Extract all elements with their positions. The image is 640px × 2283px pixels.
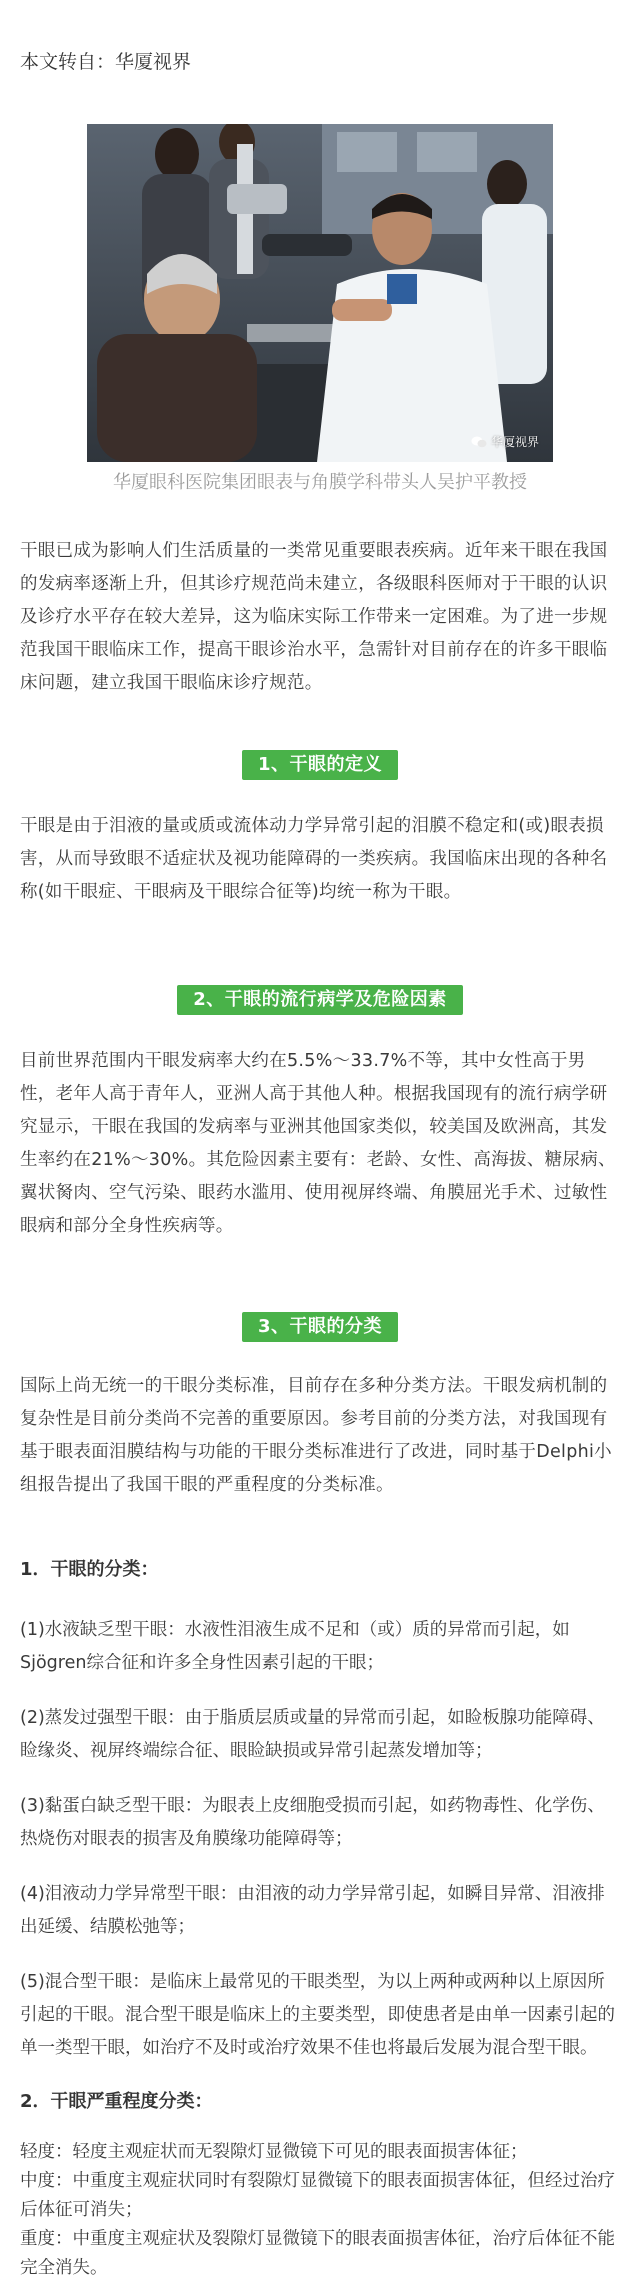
- type-item-4: (4)泪液动力学异常型干眼：由泪液的动力学异常引起，如瞬目异常、泪液排出延缓、结膜松弛等；: [20, 1884, 605, 1937]
- section-heading-1: [0, 750, 640, 780]
- severity-moderate: 中度：中重度主观症状同时有裂隙灯显微镜下的眼表面损害体征，但经过治疗后体征可消失；: [20, 2171, 615, 2220]
- subheading-severity: 2．干眼严重程度分类：: [20, 2091, 213, 2112]
- type-item-5: (5)混合型干眼：是临床上最常见的干眼类型，为以上两种或两种以上原因所引起的干眼。混合型干眼是临床上的主要类型，即使患者是由单一因素引起的单一类型干眼，如治疗不及时或治疗效果不佳也将最后发展为混合型干眼。: [20, 1972, 615, 2058]
- section-heading-3: [0, 1312, 640, 1342]
- intro-paragraph: 干眼已成为影响人们生活质量的一类常见重要眼表疾病。近年来干眼在我国的发病率逐渐上升，但其诊疗规范尚未建立，各级眼科医师对于干眼的认识及诊疗水平存在较大差异，这为临床实际工作带来一定困难。为了进一步规范我国干眼临床工作，提高干眼诊治水平，急需针对目前存在的许多干眼临床问题，建立我国干眼临床诊疗规范。: [20, 541, 608, 693]
- severity-severe: 重度：中重度主观症状及裂隙灯显微镜下的眼表面损害体征，治疗后体征不能完全消失。: [20, 2229, 615, 2278]
- photo-caption: 华厦眼科医院集团眼表与角膜学科带头人吴护平教授: [113, 472, 527, 493]
- photo-watermark: [471, 433, 539, 450]
- section-1-body: 干眼是由于泪液的量或质或流体动力学异常引起的泪膜不稳定和(或)眼表损害，从而导致眼不适症状及视功能障碍的一类疾病。我国临床出现的各种名称(如干眼症、干眼病及干眼综合征等)均统一称为干眼。: [20, 816, 608, 902]
- severity-list: [20, 2138, 620, 2283]
- severity-mild: 轻度：轻度主观症状而无裂隙灯显微镜下可见的眼表面损害体征；: [20, 2142, 528, 2162]
- photo-illustration: [87, 124, 553, 462]
- section-3-body: 国际上尚无统一的干眼分类标准，目前存在多种分类方法。干眼发病机制的复杂性是目前分类尚不完善的重要原因。参考目前的分类方法，对我国现有基于眼表面泪膜结构与功能的干眼分类标准进行了改进，同时基于Delphi小组报告提出了我国干眼的严重程度的分类标准。: [20, 1376, 612, 1495]
- section-heading-2-label: 2、干眼的流行病学及危险因素: [177, 985, 463, 1015]
- watermark-text: 华厦视界: [490, 435, 539, 449]
- type-item-1: (1)水液缺乏型干眼：水液性泪液生成不足和（或）质的异常而引起，如Sjögren综合征和许多全身性因素引起的干眼；: [20, 1620, 570, 1673]
- section-2-body: 目前世界范围内干眼发病率大约在5.5%～33.7%不等，其中女性高于男性，老年人高于青年人，亚洲人高于其他人种。根据我国现有的流行病学研究显示，干眼在我国的发病率与亚洲其他国家类似，较美国及欧洲高，其发生率约在21%～30%。其危险因素主要有：老龄、女性、高海拔、糖尿病、翼状胬肉、空气污染、眼药水滥用、使用视屏终端、角膜屈光手术、过敏性眼病和部分全身性疾病等。: [20, 1051, 616, 1236]
- section-heading-3-label: 3、干眼的分类: [242, 1312, 398, 1342]
- source-line: 本文转自：华厦视界: [20, 51, 192, 73]
- type-item-2: (2)蒸发过强型干眼：由于脂质层质或量的异常而引起，如睑板腺功能障碍、睑缘炎、视屏终端综合征、眼睑缺损或异常引起蒸发增加等；: [20, 1708, 605, 1761]
- wechat-icon: [471, 436, 487, 448]
- section-heading-1-label: 1、干眼的定义: [242, 750, 398, 780]
- type-item-3: (3)黏蛋白缺乏型干眼：为眼表上皮细胞受损而引起，如药物毒性、化学伤、热烧伤对眼表的损害及角膜缘功能障碍等；: [20, 1796, 605, 1849]
- section-heading-2: [0, 985, 640, 1015]
- article-photo: [87, 124, 553, 462]
- subheading-classification: 1．干眼的分类：: [20, 1559, 159, 1580]
